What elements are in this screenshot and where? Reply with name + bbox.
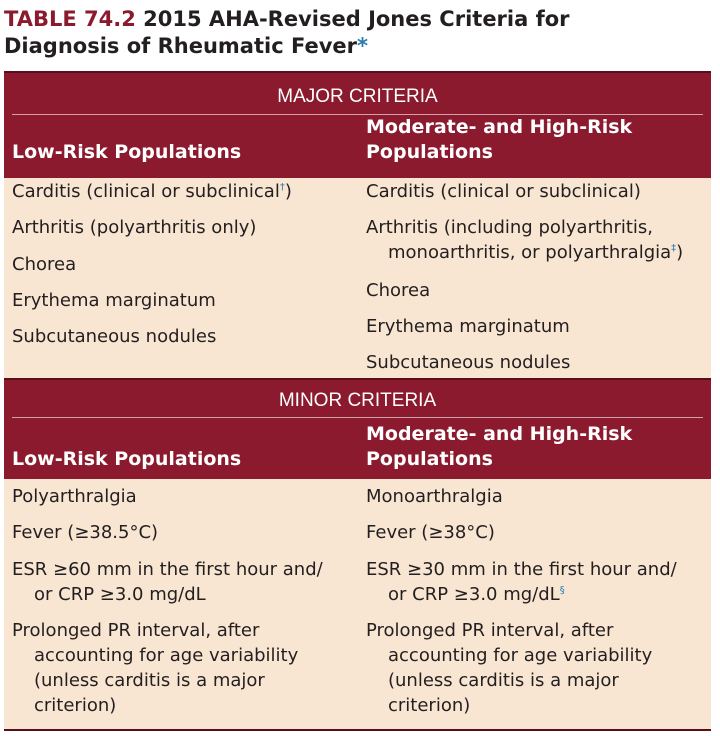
minor-low-risk-header: Low-Risk Populations [12,448,242,470]
minor-high-esr: ESR ≥30 mm in the first hour and/ or CRP ≥3.0 mg/dL§ [366,559,677,605]
minor-high-fever: Fever (≥38°C) [366,522,495,543]
minor-low-polyarthralgia: Polyarthralgia [12,486,137,507]
table-title-line1: 2015 AHA-Revised Jones Criteria for [143,7,570,31]
major-high-nodules: Subcutaneous nodules [366,352,571,373]
major-low-erythema: Erythema marginatum [12,290,216,311]
major-low-risk-header: Low-Risk Populations [12,141,242,163]
minor-high-pr-interval: Prolonged PR interval, after accounting for age variability (unless carditis is a major criterion) [366,620,653,716]
minor-criteria-heading: MINOR CRITERIA [278,390,437,411]
major-high-chorea: Chorea [366,280,431,301]
major-low-arthritis: Arthritis (polyarthritis only) [12,217,257,238]
major-high-erythema: Erythema marginatum [366,316,570,337]
major-high-carditis: Carditis (clinical or subclinical) [366,181,641,202]
minor-low-fever: Fever (≥38.5°C) [12,522,159,543]
table-title-line2: Diagnosis of Rheumatic Fever [4,34,357,58]
header-divider [12,417,703,418]
minor-low-esr: ESR ≥60 mm in the first hour and/ or CRP ≥3.0 mg/dL [12,559,323,605]
major-criteria-heading: MAJOR CRITERIA [277,86,438,107]
major-low-carditis: Carditis (clinical or subclinical†) [12,181,292,202]
major-low-nodules: Subcutaneous nodules [12,326,217,347]
major-high-arthritis: Arthritis (including polyarthritis, monoarthritis, or polyarthralgia‡) [366,217,684,263]
minor-high-risk-header: Moderate- and High-Risk Populations [366,423,633,470]
minor-low-pr-interval: Prolonged PR interval, after accounting for age variability (unless carditis is a major criterion) [12,620,299,716]
table-number: TABLE 74.2 [4,7,136,31]
criteria-table [4,71,711,731]
minor-criteria-header [4,380,711,479]
major-criteria-header [4,73,711,178]
table-title [4,6,716,60]
title-footnote-mark: * [356,34,368,58]
major-high-risk-header: Moderate- and High-Risk Populations [366,116,633,163]
major-low-chorea: Chorea [12,254,77,275]
minor-high-monoarthralgia: Monoarthralgia [366,486,503,507]
